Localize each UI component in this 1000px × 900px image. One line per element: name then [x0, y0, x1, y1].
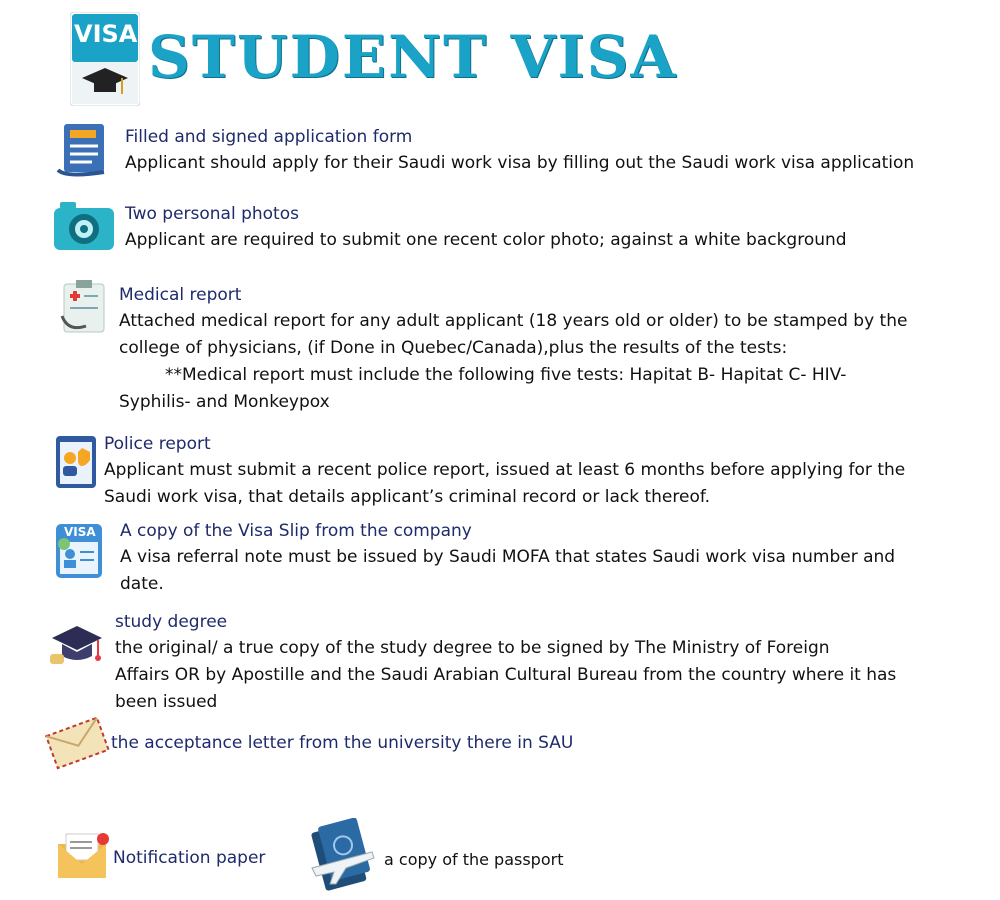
item-text: Attached medical report for any adult applicant (18 years old or older) to be stamped by the: [119, 311, 908, 331]
footer-label: Notification paper: [113, 848, 266, 868]
item-heading: study degree: [115, 612, 228, 632]
page-title: STUDENT VISA: [148, 23, 678, 91]
item-text: been issued: [115, 692, 218, 712]
item-heading: Medical report: [119, 285, 242, 305]
item-heading: Filled and signed application form: [125, 127, 413, 147]
item-text: Applicant should apply for their Saudi work visa by filling out the Saudi work visa application: [125, 153, 915, 173]
item-heading: A copy of the Visa Slip from the company: [120, 521, 472, 541]
visa-slip-icon-label: VISA: [64, 525, 96, 539]
item-text: Affairs OR by Apostille and the Saudi Arabian Cultural Bureau from the country where it has: [115, 665, 897, 685]
item-text: **Medical report must include the following five tests: Hapitat B- Hapitat C- HIV-: [165, 365, 847, 385]
item-text: Applicant must submit a recent police report, issued at least 6 months before applying for the: [104, 460, 906, 480]
item-text: A visa referral note must be issued by Saudi MOFA that states Saudi work visa number and: [120, 547, 896, 567]
passport-icon: [306, 818, 378, 900]
camera-icon: [52, 198, 116, 256]
envelope-icon: [44, 714, 110, 774]
item-heading: Two personal photos: [125, 204, 299, 224]
footer-label: a copy of the passport: [384, 850, 564, 869]
item-heading: the acceptance letter from the university there in SAU: [111, 733, 574, 753]
police-report-icon: [52, 432, 102, 494]
item-text: the original/ a true copy of the study degree to be signed by The Ministry of Foreign: [115, 638, 830, 658]
logo-text: VISA: [74, 20, 138, 48]
item-heading: Police report: [104, 434, 211, 454]
medical-report-icon: [58, 280, 112, 340]
item-text: date.: [120, 574, 164, 594]
item-text: Saudi work visa, that details applicant’s criminal record or lack thereof.: [104, 487, 711, 507]
mail-notification-icon: [56, 830, 110, 884]
item-text: Syphilis- and Monkeypox: [119, 392, 330, 412]
form-icon: [56, 122, 114, 182]
graduation-cap-icon: [48, 620, 106, 674]
item-text: Applicant are required to submit one recent color photo; against a white background: [125, 230, 847, 250]
item-text: college of physicians, (if Done in Quebec/Canada),plus the results of the tests:: [119, 338, 788, 358]
